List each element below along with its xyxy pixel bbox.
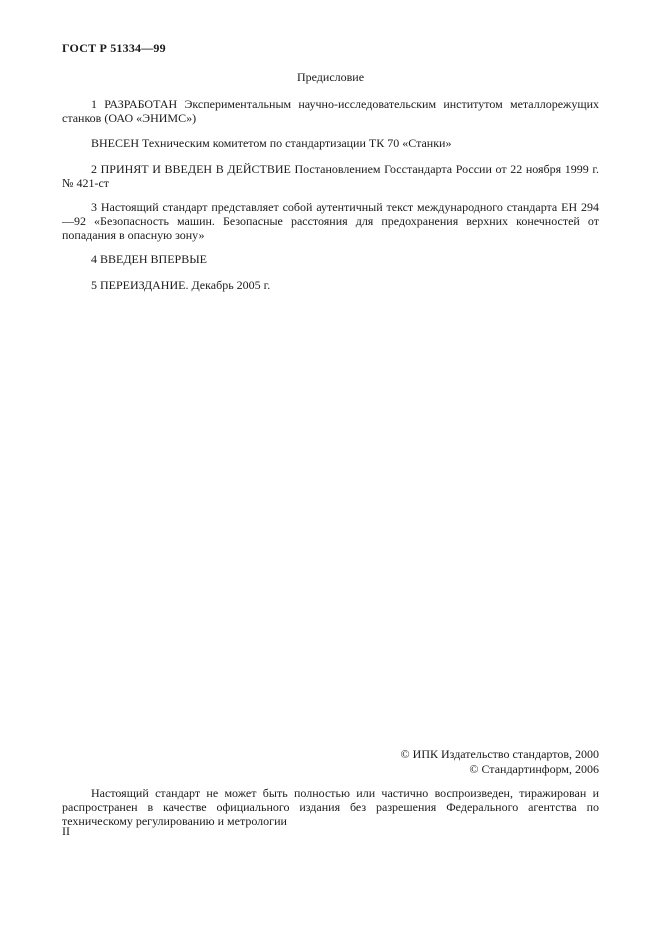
paragraph-3: 2 ПРИНЯТ И ВВЕДЕН В ДЕЙСТВИЕ Постановлением Госстандарта России от 22 ноября 1999 г. № 421-ст: [62, 162, 599, 190]
standard-code-header: ГОСТ Р 51334—99: [62, 41, 166, 55]
paragraph-2: ВНЕСЕН Техническим комитетом по стандартизации ТК 70 «Станки»: [91, 136, 452, 150]
copyright-line-2: © Стандартинформ, 2006: [469, 762, 599, 776]
copyright-line-1: © ИПК Издательство стандартов, 2000: [400, 747, 599, 761]
paragraph-6: 5 ПЕРЕИЗДАНИЕ. Декабрь 2005 г.: [91, 278, 271, 292]
paragraph-5: 4 ВВЕДЕН ВПЕРВЫЕ: [91, 252, 207, 266]
paragraph-4: 3 Настоящий стандарт представляет собой аутентичный текст международного стандарта ЕН 294—92 «Безопасность машин. Безопасные расстояния для предохранения верхних конечностей от попадания в опасную зону»: [62, 200, 599, 242]
section-title: Предисловие: [296, 70, 365, 84]
paragraph-1: 1 РАЗРАБОТАН Экспериментальным научно-исследовательским институтом металлорежущих станков (ОАО «ЭНИМС»): [62, 97, 599, 125]
page-number: II: [62, 824, 70, 838]
reproduction-notice: Настоящий стандарт не может быть полностью или частично воспроизведен, тиражирован и распространен в качестве официального издания без разрешения Федерального агентства по техническому регулированию и метрологии: [62, 786, 599, 828]
